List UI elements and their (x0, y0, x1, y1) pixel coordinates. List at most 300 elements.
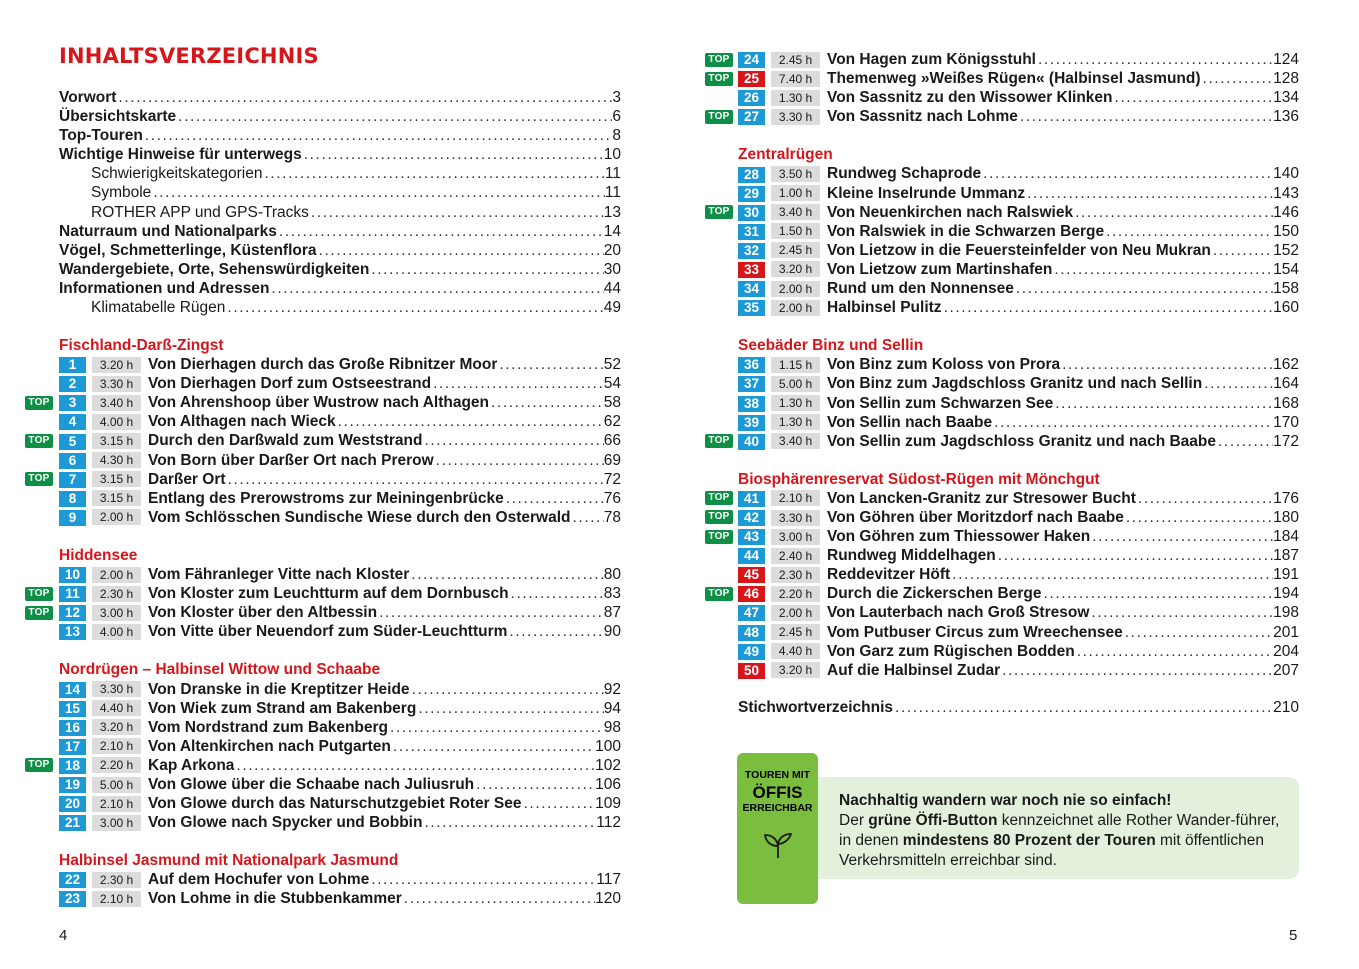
tour-number: 13 (59, 624, 86, 640)
leader-dots (1014, 279, 1273, 298)
tour-entry[interactable] (738, 298, 1299, 317)
leader-dots (893, 698, 1273, 717)
tour-duration: 2.10 h (92, 891, 141, 907)
tour-page: 191 (1273, 566, 1299, 584)
toc-entry-label: Klimatabelle Rügen (91, 299, 226, 317)
info-text-part: Der (839, 812, 869, 829)
toc-entry[interactable] (59, 107, 621, 126)
tour-title: Von Altenkirchen nach Putgarten (148, 737, 391, 755)
tour-title: Von Sellin zum Jagdschloss Granitz und nach Baabe (827, 432, 1217, 450)
tour-section (28, 336, 621, 527)
tour-duration: 1.15 h (771, 357, 820, 373)
tour-entry[interactable] (738, 546, 1299, 565)
tour-number: 47 (738, 605, 765, 621)
tour-title: Entlang des Prerowstroms zur Meiningenbrücke (148, 489, 504, 507)
toc-entry[interactable] (59, 88, 621, 107)
tour-entry[interactable] (28, 431, 621, 450)
tour-page: 94 (603, 699, 621, 717)
tour-duration: 2.10 h (92, 796, 141, 812)
tour-duration: 3.40 h (771, 204, 820, 220)
tour-page: 52 (603, 356, 621, 374)
tour-number: 31 (738, 224, 765, 240)
tour-number: 43 (738, 529, 765, 545)
leader-dots (571, 508, 604, 527)
info-text-part: mit öffentlichen Verkehrsmitteln erreichbar sind. (839, 832, 1264, 869)
toc-entry-page: 10 (603, 146, 621, 164)
tour-title: Von Kloster über den Altbessin (148, 604, 378, 622)
tour-page: 128 (1273, 70, 1299, 88)
tour-title: Kleine Inselrunde Ummanz (827, 184, 1026, 202)
tour-page: 83 (603, 585, 621, 603)
tour-duration: 5.00 h (92, 777, 141, 793)
tour-duration: 2.45 h (771, 624, 820, 640)
tour-entry[interactable] (738, 222, 1299, 241)
tour-page: 201 (1273, 623, 1299, 641)
tour-duration: 3.00 h (92, 815, 141, 831)
tour-entry[interactable] (708, 203, 1299, 222)
tour-number: 45 (738, 567, 765, 583)
toc-entry-page: 14 (603, 222, 621, 240)
leader-dots (1201, 69, 1274, 88)
tour-page: 87 (603, 604, 621, 622)
tour-page: 69 (603, 451, 621, 469)
tour-title: Von Born über Darßer Ort nach Prerow (148, 451, 434, 469)
tour-page: 168 (1273, 394, 1299, 412)
tour-entry[interactable] (59, 622, 621, 641)
tour-number: 21 (59, 815, 86, 831)
tour-page: 66 (603, 432, 621, 450)
tour-title: Reddevitzer Höft (827, 566, 951, 584)
toc-entry-page: 20 (603, 241, 621, 259)
tour-page: 154 (1273, 260, 1299, 278)
toc-entry-label: Schwierigkeitskategorien (91, 165, 263, 183)
tour-number: 6 (59, 453, 86, 469)
tour-page: 102 (595, 756, 621, 774)
info-heading: Nachhaltig wandern war noch nie so einfach! (839, 792, 1172, 809)
tour-title: Rundweg Middelhagen (827, 547, 996, 565)
toc-entry-label: Top-Touren (59, 127, 143, 145)
toc-entry[interactable] (59, 203, 621, 222)
tour-page: 54 (603, 375, 621, 393)
leader-dots (522, 794, 596, 813)
leader-dots (1089, 603, 1273, 622)
tour-number: 10 (59, 567, 86, 583)
tour-entry[interactable] (738, 374, 1299, 393)
tour-title: Vom Fähranleger Vitte nach Kloster (148, 566, 410, 584)
tour-page: 194 (1273, 585, 1299, 603)
tour-entry[interactable] (738, 241, 1299, 260)
tour-page: 134 (1273, 89, 1299, 107)
tour-duration: 2.30 h (771, 567, 820, 583)
tour-title: Von Göhren über Moritzdorf nach Baabe (827, 508, 1124, 526)
tour-title: Von Lietzow zum Martinshafen (827, 260, 1053, 278)
tour-entry[interactable] (738, 164, 1299, 183)
leader-dots (234, 756, 595, 775)
leader-dots (1216, 432, 1273, 451)
tour-number: 2 (59, 376, 86, 392)
tour-duration: 3.15 h (92, 490, 141, 506)
tour-title: Vom Putbuser Circus zum Wreechensee (827, 623, 1123, 641)
leader-dots (422, 431, 603, 450)
tour-entry[interactable] (738, 661, 1299, 680)
tour-page: 152 (1273, 241, 1299, 259)
tour-entry[interactable] (59, 870, 621, 889)
tour-page: 164 (1273, 375, 1299, 393)
tour-entry[interactable] (738, 88, 1299, 107)
tour-entry[interactable] (28, 470, 621, 489)
tour-number: 49 (738, 644, 765, 660)
tour-duration: 3.20 h (92, 357, 141, 373)
info-text (839, 811, 1285, 871)
tour-number: 41 (738, 491, 765, 507)
tour-entry[interactable] (59, 813, 621, 832)
tour-duration: 2.00 h (771, 300, 820, 316)
tour-entry[interactable] (59, 374, 621, 393)
tour-page: 187 (1273, 547, 1299, 565)
tour-entry[interactable] (28, 603, 621, 622)
tour-duration: 2.00 h (771, 605, 820, 621)
toc-entry[interactable] (59, 126, 621, 145)
top-badge: TOP (705, 205, 733, 219)
leader-dots (422, 813, 596, 832)
front-matter-list (59, 88, 621, 317)
tour-title: Auf dem Hochufer von Lohme (148, 871, 370, 889)
tour-duration: 2.20 h (771, 586, 820, 602)
leader-dots (409, 565, 603, 584)
tour-title: Von Binz zum Koloss von Prora (827, 356, 1061, 374)
top-badge: TOP (705, 530, 733, 544)
tour-entry[interactable] (738, 642, 1299, 661)
toc-entry-label: Symbole (91, 184, 152, 202)
leader-dots (981, 164, 1273, 183)
tour-entry[interactable] (59, 508, 621, 527)
tour-title: Vom Schlösschen Sundische Wiese durch den Osterwald (148, 508, 571, 526)
tour-duration: 1.30 h (771, 90, 820, 106)
tour-number: 37 (738, 376, 765, 392)
tour-duration: 3.20 h (92, 719, 141, 735)
tour-number: 42 (738, 510, 765, 526)
toc-entry[interactable] (59, 260, 621, 279)
tour-title: Rund um den Nonnensee (827, 280, 1014, 298)
tour-title: Darßer Ort (148, 470, 226, 488)
tour-duration: 4.40 h (92, 700, 141, 716)
top-badge: TOP (25, 587, 53, 601)
page-number-left: 4 (59, 927, 68, 944)
tour-duration: 4.00 h (92, 624, 141, 640)
tour-number: 29 (738, 186, 765, 202)
tour-title: Von Ahrenshoop über Wustrow nach Althagen (148, 394, 490, 412)
tour-section (708, 470, 1299, 680)
tour-entry[interactable] (738, 623, 1299, 642)
toc-entry-page: 44 (603, 279, 621, 297)
tour-duration: 2.30 h (92, 872, 141, 888)
leader-dots (1053, 394, 1273, 413)
tour-entry[interactable] (708, 527, 1299, 546)
tour-duration: 2.30 h (92, 586, 141, 602)
tour-title: Von Lohme in die Stubbenkammer (148, 890, 402, 908)
tour-duration: 2.40 h (771, 548, 820, 564)
tour-number: 9 (59, 510, 86, 526)
leader-dots (269, 279, 603, 298)
top-badge: TOP (705, 491, 733, 505)
tour-page: 184 (1273, 528, 1299, 546)
tour-number: 50 (738, 663, 765, 679)
leader-dots (226, 470, 604, 489)
tour-duration: 3.20 h (771, 261, 820, 277)
tour-entry[interactable] (708, 107, 1299, 126)
tour-title: Von Lancken-Granitz zur Stresower Bucht (827, 489, 1136, 507)
tour-title: Von Sassnitz nach Lohme (827, 108, 1018, 126)
tour-number: 17 (59, 739, 86, 755)
tour-entry[interactable] (59, 718, 621, 737)
tour-duration: 2.10 h (92, 738, 141, 754)
tour-page: 158 (1273, 280, 1299, 298)
tour-duration: 3.15 h (92, 471, 141, 487)
toc-entry[interactable] (59, 164, 621, 183)
tour-entry[interactable] (708, 432, 1299, 451)
tour-title: Von Garz zum Rügischen Bodden (827, 642, 1075, 660)
tour-title: Von Dierhagen durch das Große Ribnitzer Moor (148, 356, 498, 374)
section-title: Zentralrügen (738, 146, 833, 164)
tour-number: 48 (738, 625, 765, 641)
toc-entry[interactable] (59, 241, 621, 260)
tour-number: 20 (59, 796, 86, 812)
tour-duration: 3.00 h (92, 605, 141, 621)
leader-dots (1025, 184, 1273, 203)
tour-title: Von Neuenkirchen nach Ralswiek (827, 203, 1074, 221)
tour-section (708, 145, 1299, 317)
tour-page: 162 (1273, 356, 1299, 374)
top-badge: TOP (25, 758, 53, 772)
tour-duration: 5.00 h (771, 376, 820, 392)
toc-entry[interactable] (59, 279, 621, 298)
tour-duration: 2.10 h (771, 490, 820, 506)
toc-entry-page: 13 (603, 203, 621, 221)
toc-entry-label: Naturraum und Nationalparks (59, 222, 277, 240)
tour-duration: 3.15 h (92, 433, 141, 449)
tour-page: 204 (1273, 642, 1299, 660)
tour-entry[interactable] (59, 775, 621, 794)
tour-number: 22 (59, 872, 86, 888)
top-badge: TOP (25, 434, 53, 448)
tour-entry[interactable] (738, 279, 1299, 298)
section-title: Halbinsel Jasmund mit Nationalpark Jasmund (59, 852, 399, 870)
tour-number: 12 (59, 605, 86, 621)
tour-entry[interactable] (738, 603, 1299, 622)
tour-section (708, 50, 1299, 126)
leader-dots (1052, 260, 1273, 279)
tour-entry[interactable] (708, 584, 1299, 603)
tour-entry[interactable] (59, 680, 621, 699)
tour-duration: 4.40 h (771, 643, 820, 659)
tour-duration: 1.50 h (771, 223, 820, 239)
page-number-right: 5 (1289, 927, 1298, 944)
tour-entry[interactable] (738, 394, 1299, 413)
tour-entry[interactable] (59, 737, 621, 756)
leader-dots (402, 889, 595, 908)
tour-number: 44 (738, 548, 765, 564)
tour-title: Auf die Halbinsel Zudar (827, 661, 1001, 679)
toc-entry[interactable] (59, 183, 621, 202)
tour-number: 38 (738, 396, 765, 412)
tour-entry[interactable] (28, 756, 621, 775)
tour-entry[interactable] (708, 69, 1299, 88)
tour-entry[interactable] (708, 489, 1299, 508)
tour-entry[interactable] (738, 184, 1299, 203)
left-tour-sections (28, 336, 621, 928)
tour-entry[interactable] (59, 489, 621, 508)
tour-duration: 3.40 h (92, 395, 141, 411)
leader-dots (369, 260, 603, 279)
tour-page: 207 (1273, 661, 1299, 679)
tour-page: 124 (1273, 51, 1299, 68)
oeffi-badge-line3: ERREICHBAR (742, 802, 813, 814)
tour-duration: 3.30 h (771, 510, 820, 526)
tour-title: Von Binz zum Jagdschloss Granitz und nach Sellin (827, 375, 1203, 393)
tour-number: 34 (738, 281, 765, 297)
tour-number: 15 (59, 701, 86, 717)
tour-duration: 2.45 h (771, 52, 820, 68)
tour-title: Von Ralswiek in die Schwarzen Berge (827, 222, 1105, 240)
toc-entry-page: 30 (603, 260, 621, 278)
tour-duration: 3.30 h (771, 109, 820, 125)
tour-title: Kap Arkona (148, 756, 235, 774)
tour-entry[interactable] (59, 565, 621, 584)
toc-entry-page: 3 (612, 89, 621, 106)
leader-dots (504, 489, 604, 508)
tour-page: 90 (603, 623, 621, 641)
toc-entry-label: Vorwort (59, 89, 117, 106)
tour-entry[interactable] (28, 584, 621, 603)
tour-number: 32 (738, 243, 765, 259)
leader-dots (416, 699, 603, 718)
tour-page: 120 (595, 890, 621, 908)
tour-section (28, 546, 621, 641)
leader-dots (309, 203, 604, 222)
tour-page: 98 (603, 718, 621, 736)
section-title: Fischland-Darß-Zingst (59, 337, 224, 354)
oeffi-badge-line2: ÖFFIS (752, 783, 803, 802)
toc-entry[interactable] (59, 222, 621, 241)
tour-duration: 3.20 h (771, 662, 820, 678)
tour-duration: 1.30 h (771, 395, 820, 411)
tour-duration: 1.30 h (771, 414, 820, 430)
tour-title: Von Kloster zum Leuchtturm auf dem Dornbusch (148, 585, 509, 603)
toc-entry[interactable] (59, 145, 621, 164)
toc-entry-label: Wichtige Hinweise für unterwegs (59, 146, 302, 164)
tour-number: 16 (59, 720, 86, 736)
tour-title: Von Sellin nach Baabe (827, 413, 993, 431)
tour-entry[interactable] (59, 412, 621, 431)
tour-number: 8 (59, 491, 86, 507)
leader-dots (1090, 527, 1273, 546)
tour-number: 28 (738, 167, 765, 183)
section-title: Biosphärenreservat Südost-Rügen mit Mönchgut (738, 470, 1100, 488)
tour-entry[interactable] (738, 565, 1299, 584)
leader-dots (317, 241, 604, 260)
tour-page: 140 (1273, 165, 1299, 183)
info-text-part: kennzeichnet alle Rother Wander-führer, in denen (839, 812, 1280, 849)
right-tour-sections (708, 50, 1299, 699)
leader-dots (1018, 107, 1273, 126)
tour-entry[interactable] (59, 451, 621, 470)
tour-page: 180 (1273, 508, 1299, 526)
leader-dots (262, 164, 604, 183)
top-badge: TOP (705, 434, 733, 448)
leader-dots (950, 565, 1273, 584)
top-badge: TOP (705, 72, 733, 86)
tour-entry[interactable] (59, 699, 621, 718)
leader-dots (431, 374, 604, 393)
tour-entry[interactable] (59, 794, 621, 813)
tour-entry[interactable] (708, 508, 1299, 527)
index-entry-label: Stichwortverzeichnis (738, 699, 894, 716)
leader-dots (176, 107, 612, 126)
toc-entry-page: 11 (604, 184, 621, 202)
tour-number: 14 (59, 682, 86, 698)
top-badge: TOP (25, 396, 53, 410)
tour-entry[interactable] (738, 260, 1299, 279)
leader-dots (1000, 661, 1273, 680)
tour-entry[interactable] (708, 50, 1299, 69)
tour-entry[interactable] (738, 413, 1299, 432)
tour-page: 62 (603, 413, 621, 431)
leader-dots (489, 393, 604, 412)
oeffi-badge-line1: TOUREN MIT (744, 769, 811, 781)
tour-duration: 7.40 h (771, 71, 820, 87)
tour-number: 19 (59, 777, 86, 793)
tour-number: 25 (738, 71, 765, 87)
index-entry-page: 210 (1273, 699, 1299, 716)
toc-entry-page: 6 (612, 108, 621, 126)
toc-entry-page: 11 (604, 165, 621, 183)
tour-title: Vom Nordstrand zum Bakenberg (148, 718, 389, 736)
tour-page: 150 (1273, 222, 1299, 240)
tour-number: 23 (59, 891, 86, 907)
index-entry[interactable] (738, 698, 1299, 717)
tour-duration: 3.30 h (92, 376, 141, 392)
tour-entry[interactable] (28, 393, 621, 412)
leader-dots (225, 298, 603, 317)
leader-dots (151, 183, 605, 202)
leader-dots (434, 451, 604, 470)
tour-title: Von Glowe durch das Naturschutzgebiet Roter See (148, 795, 522, 813)
tour-entry[interactable] (59, 355, 621, 374)
tour-number: 18 (59, 758, 86, 774)
leaf-sprout-icon (737, 832, 818, 865)
tour-title: Von Dranske in die Kreptitzer Heide (148, 680, 410, 698)
tour-page: 198 (1273, 604, 1299, 622)
tour-entry[interactable] (59, 889, 621, 908)
leader-dots (942, 298, 1274, 317)
tour-entry[interactable] (738, 355, 1299, 374)
tour-duration: 4.00 h (92, 414, 141, 430)
tour-page: 78 (603, 508, 621, 526)
tour-number: 30 (738, 205, 765, 221)
tour-number: 35 (738, 300, 765, 316)
tour-page: 72 (603, 470, 621, 488)
toc-entry-page: 8 (612, 127, 621, 145)
leader-dots (377, 603, 604, 622)
leader-dots (1113, 88, 1274, 107)
tour-page: 106 (595, 775, 621, 793)
toc-entry-label: Wandergebiete, Orte, Sehenswürdigkeiten (59, 260, 370, 278)
toc-entry[interactable] (59, 298, 621, 317)
leader-dots (388, 718, 604, 737)
tour-section (708, 336, 1299, 451)
tour-duration: 4.30 h (92, 452, 141, 468)
tour-page: 109 (595, 795, 621, 813)
